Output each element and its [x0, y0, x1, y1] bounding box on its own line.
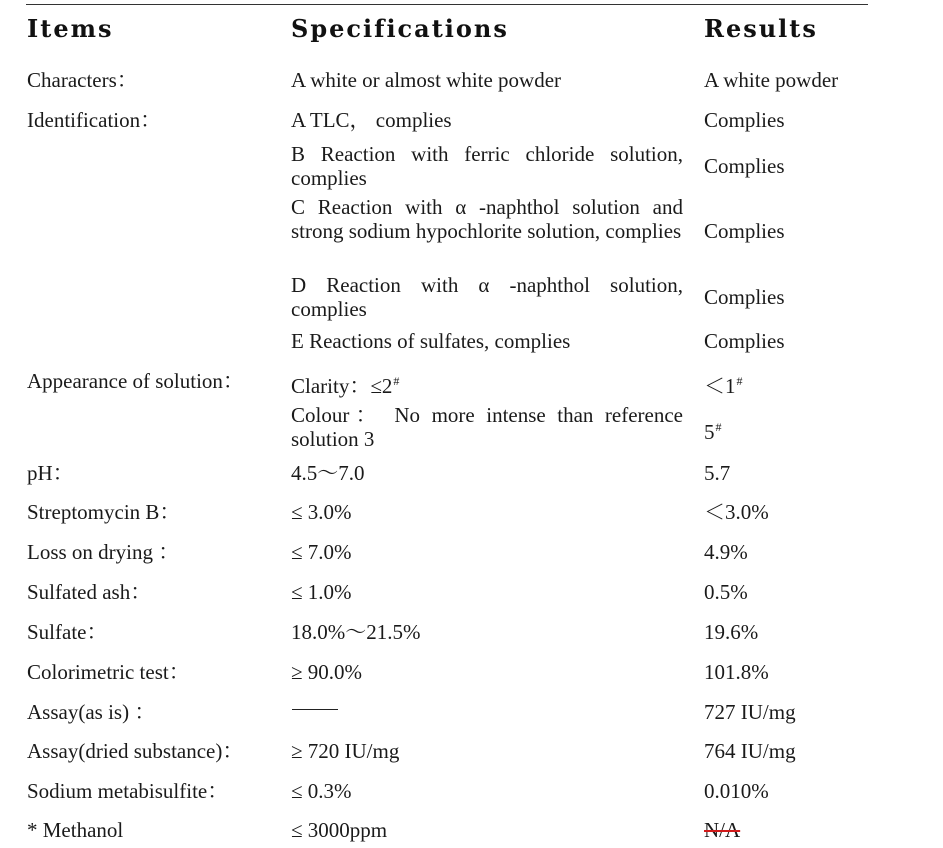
spec-ident-e: E Reactions of sulfates, complies: [291, 329, 571, 353]
result-clarity-text: ＜1: [704, 374, 736, 398]
result-sulfate: 19.6%: [704, 620, 759, 644]
item-appearance-of-solution: Appearance of solution：: [27, 369, 244, 393]
item-colorimetric-test: Colorimetric test：: [27, 660, 190, 684]
result-ph: 5.7: [704, 461, 731, 485]
spec-ident-c: C Reaction with α -naphthol solution and strong sodium hypochlorite solution, complies: [291, 195, 683, 243]
result-loss-on-drying: 4.9%: [704, 540, 748, 564]
item-loss-on-drying: Loss on drying ：: [27, 540, 180, 564]
result-methanol: N/A: [704, 818, 741, 842]
result-colorimetric-test: 101.8%: [704, 660, 769, 684]
result-colour-text: 5: [704, 420, 715, 444]
spec-ident-d: D Reaction with α -naphthol solution, complies: [291, 273, 683, 321]
result-characters: A white powder: [704, 68, 839, 92]
spec-streptomycin-b: ≤ 3.0%: [291, 500, 352, 524]
result-streptomycin-b: ＜3.0%: [704, 500, 769, 524]
spec-methanol: ≤ 3000ppm: [291, 818, 388, 842]
item-ph: pH：: [27, 461, 74, 485]
spec-clarity-text: Clarity：≤2: [291, 374, 393, 398]
spec-characters: A white or almost white powder: [291, 68, 562, 92]
spec-sodium-metabisulfite: ≤ 0.3%: [291, 779, 352, 803]
result-ident-a: Complies: [704, 108, 785, 132]
spec-assay-dried: ≥ 720 IU/mg: [291, 739, 400, 763]
item-identification: Identification：: [27, 108, 162, 132]
result-ident-c: Complies: [704, 219, 785, 243]
item-sodium-metabisulfite: Sodium metabisulfite：: [27, 779, 229, 803]
result-colour-sup: #: [715, 420, 722, 434]
spec-ident-a: A TLC， complies: [291, 108, 452, 132]
top-rule: [26, 4, 868, 5]
item-assay-dried: Assay(dried substance)：: [27, 739, 244, 763]
header-specifications: Specifications: [291, 14, 509, 43]
result-sodium-metabisulfite: 0.010%: [704, 779, 769, 803]
spec-sulfate: 18.0%～21.5%: [291, 620, 421, 644]
item-methanol: * Methanol: [27, 818, 124, 842]
item-sulfate: Sulfate：: [27, 620, 108, 644]
item-assay-as-is: Assay(as is) ：: [27, 700, 156, 724]
result-ident-b: Complies: [704, 154, 785, 178]
result-assay-as-is: 727 IU/mg: [704, 700, 796, 724]
header-results: Results: [704, 14, 818, 43]
result-ident-e: Complies: [704, 329, 785, 353]
result-clarity-sup: #: [736, 374, 743, 388]
spec-colorimetric-test: ≥ 90.0%: [291, 660, 363, 684]
spec-clarity-sup: #: [393, 374, 400, 388]
spec-colour: Colour： No more intense than reference solution 3: [291, 403, 683, 451]
spec-sulfated-ash: ≤ 1.0%: [291, 580, 352, 604]
item-streptomycin-b: Streptomycin B：: [27, 500, 181, 524]
result-colour: [704, 415, 722, 444]
item-characters: Characters：: [27, 68, 138, 92]
spec-assay-as-is-dash: [292, 709, 338, 710]
result-sulfated-ash: 0.5%: [704, 580, 748, 604]
item-sulfated-ash: Sulfated ash：: [27, 580, 152, 604]
spec-ident-b: B Reaction with ferric chloride solution, complies: [291, 142, 683, 190]
spec-clarity: [291, 369, 683, 398]
spec-loss-on-drying: ≤ 7.0%: [291, 540, 352, 564]
spec-ph: 4.5～7.0: [291, 461, 365, 485]
result-assay-dried: 764 IU/mg: [704, 739, 796, 763]
header-items: Items: [27, 14, 114, 43]
result-ident-d: Complies: [704, 285, 785, 309]
result-clarity: [704, 369, 743, 398]
